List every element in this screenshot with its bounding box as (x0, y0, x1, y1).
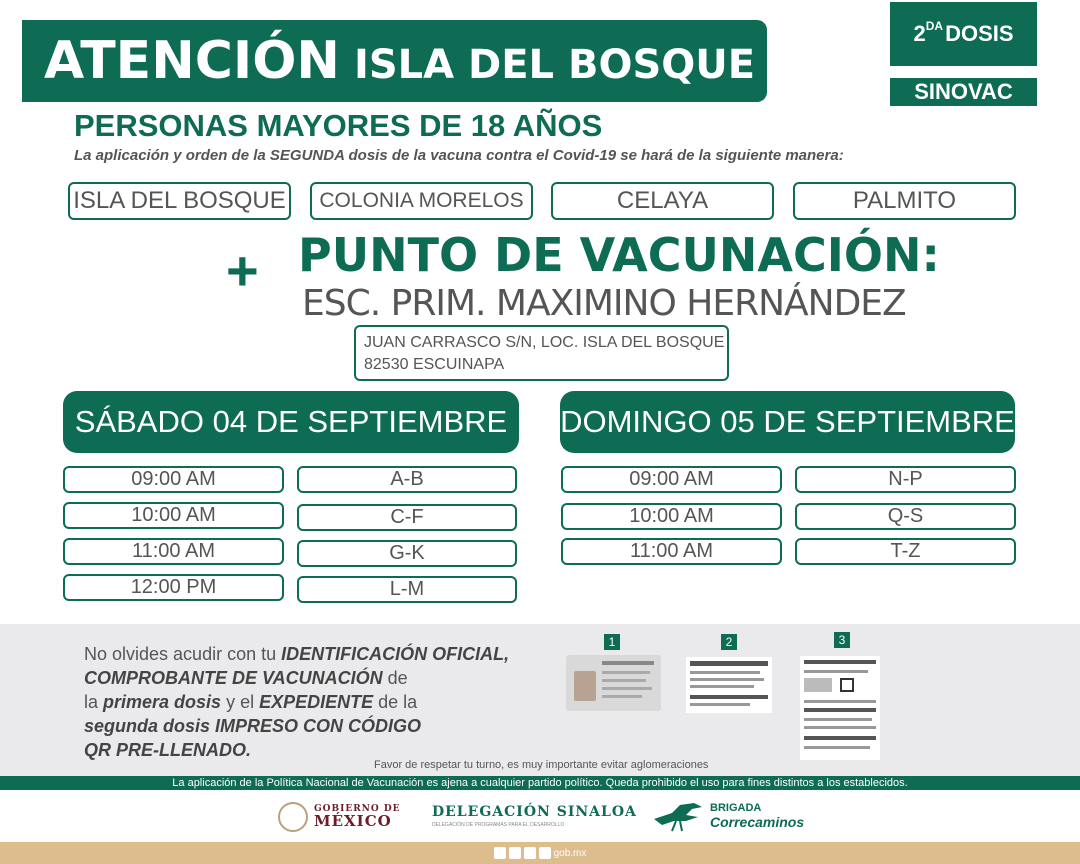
document-number: 3 (834, 632, 850, 648)
document-number: 1 (604, 634, 620, 650)
reminder-text: la (84, 692, 104, 712)
title-attention: ATENCIÓN (44, 31, 340, 91)
letter-range: A-B (297, 466, 517, 493)
requirements-text (84, 642, 564, 762)
logo-text: Correcaminos (710, 814, 805, 830)
logo-subtext: DELEGACIÓN DE PROGRAMAS PARA EL DESARROLLO (432, 822, 565, 828)
audience-heading: PERSONAS MAYORES DE 18 AÑOS (74, 108, 603, 143)
respect-note: Favor de respetar tu turno, es muy importante evitar aglomeraciones (374, 759, 709, 771)
dose-number: 2 (913, 21, 926, 46)
document-number: 2 (721, 634, 737, 650)
location-chip: ISLA DEL BOSQUE (68, 182, 291, 220)
address-line: 82530 ESCUINAPA (364, 356, 505, 373)
time-slot: 12:00 PM (63, 574, 284, 601)
reminder-text: de la (373, 692, 418, 712)
logo-text: BRIGADA (710, 802, 762, 814)
letter-range: G-K (297, 540, 517, 567)
reminder-bold: IDENTIFICACIÓN OFICIAL, (281, 644, 510, 664)
address-line: JUAN CARRASCO S/N, LOC. ISLA DEL BOSQUE (364, 334, 725, 351)
location-chip: PALMITO (793, 182, 1016, 220)
intro-text: La aplicación y orden de la SEGUNDA dosis de la vacuna contra el Covid-19 se hará de la siguiente manera: (74, 147, 844, 164)
school-name: ESC. PRIM. MAXIMINO HERNÁNDEZ (302, 283, 906, 324)
delegacion-sinaloa-logo (432, 804, 637, 828)
registration-record-image (800, 656, 880, 760)
footer-bar (0, 842, 1080, 864)
gobierno-mexico-logo (278, 800, 401, 834)
day-banner-sunday: DOMINGO 05 DE SEPTIEMBRE (560, 391, 1015, 453)
time-slot: 09:00 AM (63, 466, 284, 493)
vaccine-badge: SINOVAC (890, 78, 1037, 106)
time-slot: 10:00 AM (63, 502, 284, 529)
logo-text: MÉXICO (314, 812, 392, 830)
footer-site-link[interactable]: gob.mx (553, 847, 587, 859)
reminder-bold: QR PRE-LLENADO. (84, 740, 252, 760)
photo-icon (574, 671, 596, 701)
dose-suffix: DA (925, 19, 944, 33)
twitter-icon[interactable] (509, 847, 521, 859)
facebook-icon[interactable] (494, 847, 506, 859)
letter-range: T-Z (795, 538, 1016, 565)
title-place: ISLA DEL BOSQUE (353, 42, 756, 88)
reminder-bold: EXPEDIENTE (259, 692, 374, 712)
time-slot: 09:00 AM (561, 466, 782, 493)
vaccination-certificate-image (686, 657, 772, 713)
brigada-correcaminos-logo (650, 798, 804, 834)
reminder-text: de (382, 668, 408, 688)
time-slot: 10:00 AM (561, 503, 782, 530)
logo-text: DELEGACIÓN SINALOA (432, 804, 637, 820)
location-chip: CELAYA (551, 182, 774, 220)
reminder-bold: COMPROBANTE DE VACUNACIÓN (84, 668, 383, 688)
youtube-icon[interactable] (539, 847, 551, 859)
time-slot: 11:00 AM (63, 538, 284, 565)
instagram-icon[interactable] (524, 847, 536, 859)
address-box (354, 325, 729, 381)
national-seal-icon (278, 802, 308, 832)
dose-word: DOSIS (945, 21, 1014, 46)
reminder-bold: segunda dosis IMPRESO CON CÓDIGO (84, 716, 422, 736)
vaccination-point-title: PUNTO DE VACUNACIÓN: (298, 228, 940, 282)
letter-range: L-M (297, 576, 517, 603)
letter-range: N-P (795, 466, 1016, 493)
reminder-text: y el (221, 692, 260, 712)
letter-range: Q-S (795, 503, 1016, 530)
plus-icon: + (226, 239, 259, 302)
title-banner (22, 20, 767, 102)
time-slot: 11:00 AM (561, 538, 782, 565)
logo-text: GOBIERNO DE (314, 804, 401, 814)
id-card-image (566, 655, 661, 711)
disclaimer-bar: La aplicación de la Política Nacional de Vacunación es ajena a cualquier partido político. Queda prohibido el uso para fines distintos a los establecidos. (0, 776, 1080, 790)
reminder-text: No olvides acudir con tu (84, 644, 282, 664)
day-banner-saturday: SÁBADO 04 DE SEPTIEMBRE (63, 391, 519, 453)
location-chip: COLONIA MORELOS (310, 182, 533, 220)
qr-code-icon (840, 678, 854, 692)
roadrunner-icon (650, 799, 706, 833)
reminder-bold: primera dosis (103, 692, 222, 712)
dose-badge (890, 2, 1037, 66)
letter-range: C-F (297, 504, 517, 531)
